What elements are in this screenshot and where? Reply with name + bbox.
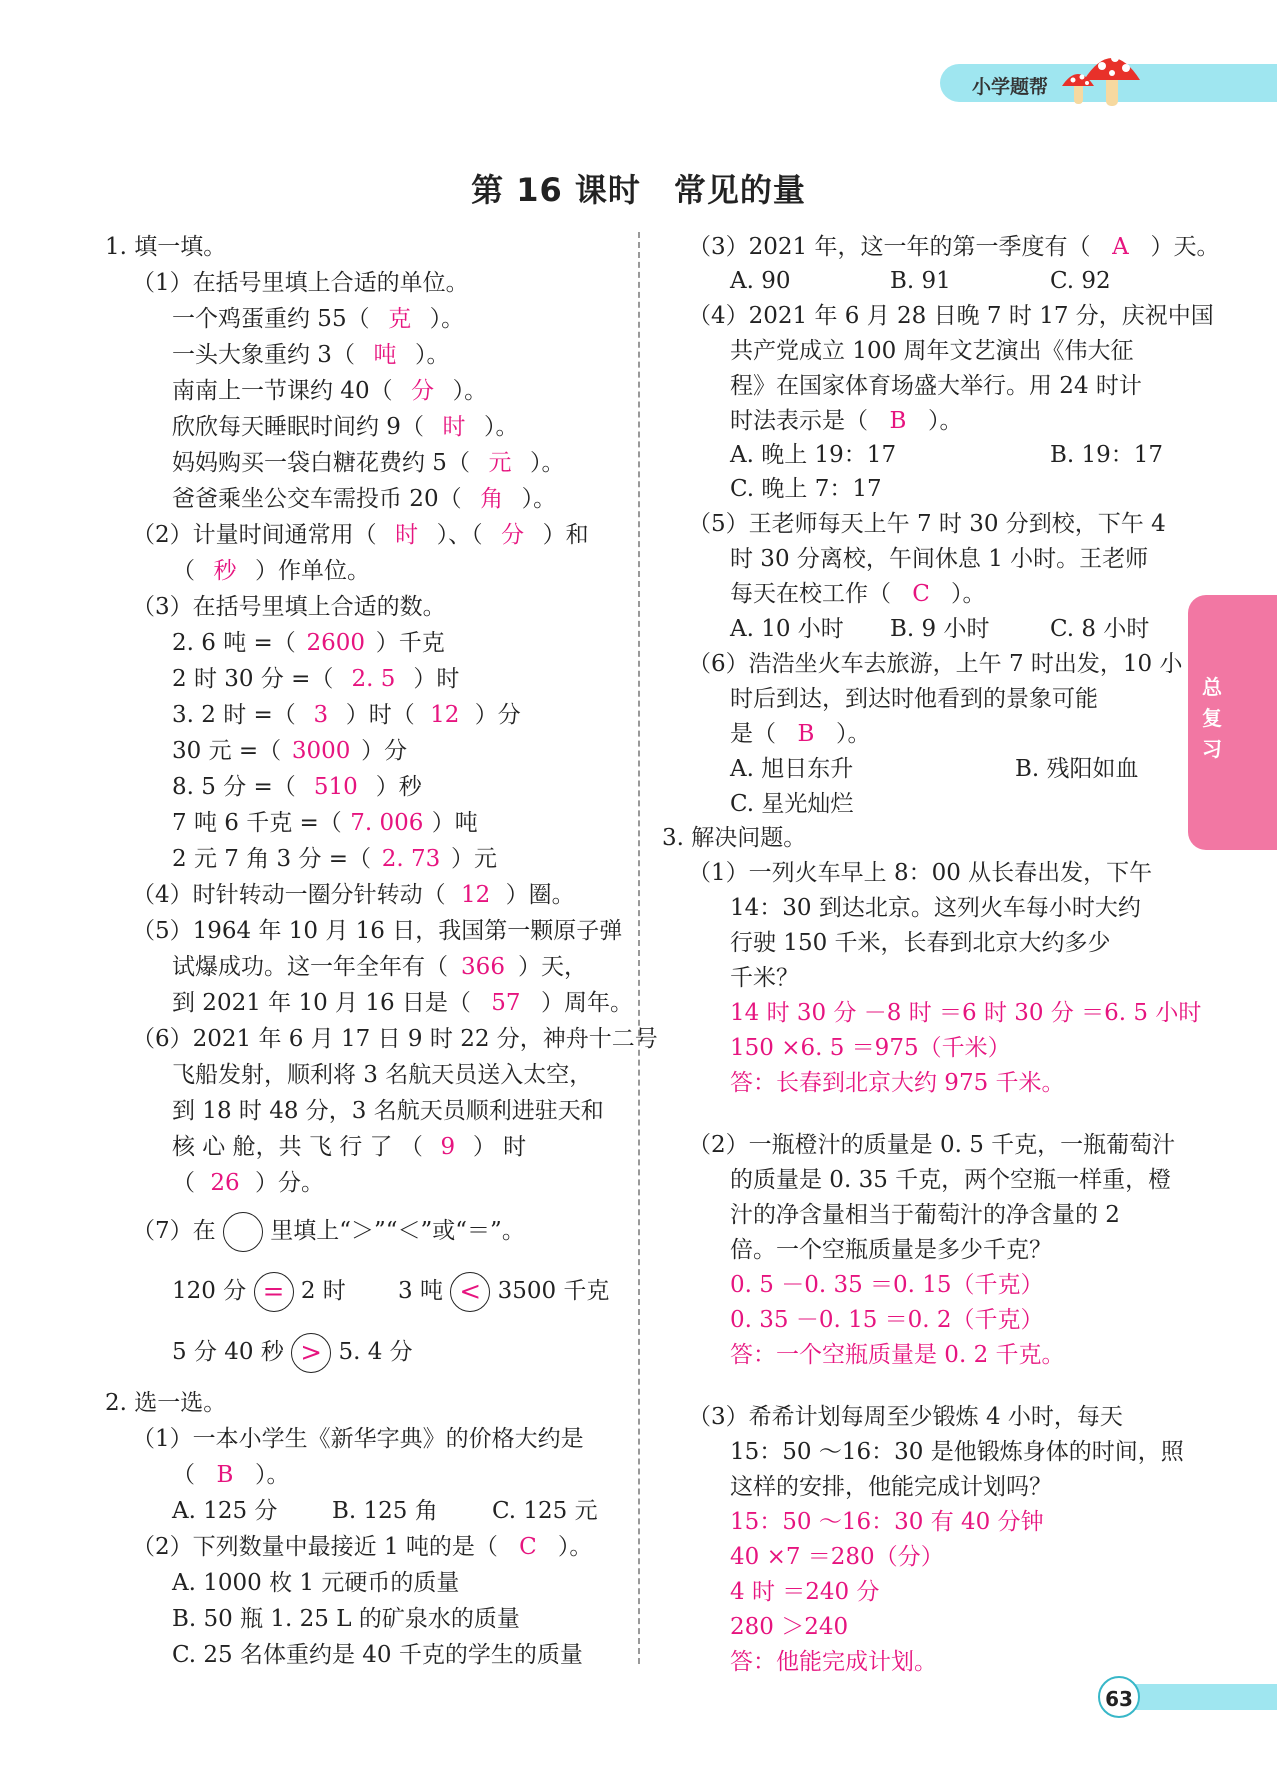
- q1-p6-line4: 核 心 舱，共 飞 行 了 （ 9 ） 时: [172, 1134, 527, 1160]
- q1-p1-intro: （1）在括号里填上合适的单位。: [132, 270, 469, 296]
- q2-p1-options: [172, 1496, 598, 1526]
- q3-p2-line3: 汁的净含量相当于葡萄汁的净含量的 2: [730, 1202, 1120, 1228]
- q3-p1-solution2: 150 ×6. 5 ＝975（千米）: [730, 1035, 1011, 1061]
- answer: 26: [210, 1170, 240, 1196]
- q1-p6-line2: 飞船发射，顺利将 3 名航天员送入太空，: [172, 1062, 593, 1088]
- q1-p5-line3: 到 2021 年 10 月 16 日是（ 57 ）周年。: [172, 990, 633, 1016]
- option-a: A. 旭日东升: [730, 756, 854, 782]
- q3-p3-solution1: 15：50 ～16：30 有 40 分钟: [730, 1509, 1044, 1535]
- q3-p2-line2: 的质量是 0. 35 千克，两个空瓶一样重，橙: [730, 1167, 1172, 1193]
- q2-p1-line2: （ B ）。: [172, 1462, 290, 1488]
- answer: 时: [395, 522, 419, 548]
- q1-p3-intro: （3）在括号里填上合适的数。: [132, 594, 446, 620]
- q1-p3-line6: 7 吨 6 千克 =（ 7. 006 ）吨: [172, 810, 478, 836]
- q1-p1-line5: 妈妈购买一袋白糖花费约 5（ 元 ）。: [172, 450, 565, 476]
- answer: A: [1112, 234, 1129, 260]
- q3-p2-line4: 倍。一个空瓶质量是多少千克？: [730, 1237, 1052, 1263]
- answer: 3: [313, 702, 329, 728]
- q3-p3-solution3: 4 时 ＝240 分: [730, 1579, 880, 1605]
- answer: 分: [501, 522, 525, 548]
- q3-p3-solution4: 280 ＞240: [730, 1614, 849, 1640]
- q2-p4-options-ab: [730, 440, 1163, 470]
- q3-p3-answer: 答：他能完成计划。: [730, 1649, 937, 1675]
- option-c: C. 125 元: [492, 1498, 598, 1524]
- q1-p6-line5: （ 26 ）分。: [172, 1170, 324, 1196]
- q3-p1-line2: 14：30 到达北京。这列火车每小时大约: [730, 895, 1141, 921]
- q3-p1-line3: 行驶 150 千米，长春到北京大约多少: [730, 930, 1111, 956]
- answer: 秒: [213, 558, 237, 584]
- answer: 2600: [306, 630, 366, 656]
- q1-p1-line3: 南南上一节课约 40（ 分 ）。: [172, 378, 488, 404]
- option-a: A. 125 分: [172, 1498, 278, 1524]
- q2-p6-option-c: C. 星光灿烂: [730, 791, 854, 817]
- q3-p3-solution2: 40 ×7 ＝280（分）: [730, 1544, 944, 1570]
- answer: 元: [488, 450, 512, 476]
- answer: 分: [411, 378, 435, 404]
- q3-p3-line1: （3）希希计划每周至少锻炼 4 小时，每天: [688, 1404, 1123, 1430]
- q2-p5-line1: （5）王老师每天上午 7 时 30 分到校，下午 4: [688, 511, 1166, 537]
- q3-p1-solution1: 14 时 30 分 －8 时 ＝6 时 30 分 ＝6. 5 小时: [730, 1000, 1202, 1026]
- option-b: B. 19：17: [1050, 442, 1164, 468]
- q2-p5-options: [730, 614, 1149, 644]
- answer: C: [912, 581, 930, 607]
- q1-p3-line3: 3. 2 时 =（ 3 ）时（ 12 ）分: [172, 702, 521, 728]
- option-c: C. 92: [1050, 268, 1111, 294]
- option-b: B. 残阳如血: [1015, 756, 1139, 782]
- answer: 2. 73: [381, 846, 441, 872]
- q1-p1-line6: 爸爸乘坐公交车需投币 20（ 角 ）。: [172, 486, 557, 512]
- q3-p3-line2: 15：50 ～16：30 是他锻炼身体的时间，照: [730, 1439, 1184, 1465]
- answer: 9: [440, 1134, 456, 1160]
- answer: 2. 5: [351, 666, 396, 692]
- q3-p1-line4: 千米？: [730, 965, 799, 991]
- answer: C: [519, 1534, 537, 1560]
- q1-p5-line2: 试爆成功。这一年全年有（ 366 ）天，: [172, 954, 587, 980]
- q2-p4-line1: （4）2021 年 6 月 28 日晚 7 时 17 分，庆祝中国: [688, 303, 1214, 329]
- header-banner-text: 小学题帮: [972, 76, 1049, 98]
- q2-p1-line1: （1）一本小学生《新华字典》的价格大约是: [132, 1426, 584, 1452]
- q1-heading: 1. 填一填。: [105, 234, 227, 260]
- q3-p2-line1: （2）一瓶橙汁的质量是 0. 5 千克，一瓶葡萄汁: [688, 1132, 1176, 1158]
- q2-p6-options-ab: [730, 754, 1139, 784]
- q1-p3-line5: 8. 5 分 =（ 510 ）秒: [172, 774, 422, 800]
- q1-p6-line3: 到 18 时 48 分，3 名航天员顺利进驻天和: [172, 1098, 604, 1124]
- answer: 吨: [373, 342, 397, 368]
- blank-circle: [223, 1212, 263, 1252]
- option-a: A. 晚上 19：17: [730, 442, 897, 468]
- q3-p2-solution1: 0. 5 －0. 35 ＝0. 15（千克）: [730, 1272, 1044, 1298]
- q2-p4-line3: 程》在国家体育场盛大举行。用 24 时计: [730, 373, 1142, 399]
- q1-p3-line1: 2. 6 吨 =（ 2600 ）千克: [172, 630, 445, 656]
- q2-p2-option-a: A. 1000 枚 1 元硬币的质量: [172, 1570, 460, 1596]
- q2-p5-line2: 时 30 分离校，午间休息 1 小时。王老师: [730, 546, 1149, 572]
- option-c: C. 8 小时: [1050, 616, 1150, 642]
- q1-p7-compare1: 120 分 = 2 时: [172, 1272, 346, 1312]
- column-divider: [638, 232, 640, 1664]
- q2-p4-line4: 时法表示是（ B ）。: [730, 408, 963, 434]
- answer: 角: [480, 486, 504, 512]
- q1-p3-line7: 2 元 7 角 3 分 =（ 2. 73 ）元: [172, 846, 498, 872]
- q1-p3-line2: 2 时 30 分 =（ 2. 5 ）时: [172, 666, 460, 692]
- q2-p6-line1: （6）浩浩坐火车去旅游，上午 7 时出发，10 小: [688, 651, 1183, 677]
- page-title: 第 16 课时 常见的量: [471, 171, 806, 209]
- q1-p6-line1: （6）2021 年 6 月 17 日 9 时 22 分，神舟十二号: [132, 1026, 658, 1052]
- q3-p3-line3: 这样的安排，他能完成计划吗？: [730, 1474, 1052, 1500]
- q2-p2-stem: （2）下列数量中最接近 1 吨的是（ C ）。: [132, 1534, 593, 1560]
- q1-p4: （4）时针转动一圈分针转动（ 12 ）圈。: [132, 882, 575, 908]
- q2-heading: 2. 选一选。: [105, 1390, 227, 1416]
- q2-p4-option-c: C. 晚上 7：17: [730, 476, 882, 502]
- q1-p2-line1: （2）计量时间通常用（ 时 ）、（ 分 ）和: [132, 522, 589, 548]
- option-b: B. 125 角: [332, 1498, 438, 1524]
- q1-p1-line4: 欣欣每天睡眠时间约 9（ 时 ）。: [172, 414, 519, 440]
- option-a: A. 90: [730, 268, 791, 294]
- q2-p3-options: [730, 266, 1111, 296]
- q1-p1-line1: 一个鸡蛋重约 55（ 克 ）。: [172, 306, 465, 332]
- q1-p2-line2: （ 秒 ）作单位。: [172, 558, 370, 584]
- option-b: B. 91: [890, 268, 951, 294]
- q1-p7-compare3: 5 分 40 秒 > 5. 4 分: [172, 1333, 413, 1373]
- q3-p1-answer: 答：长春到北京大约 975 千米。: [730, 1070, 1065, 1096]
- q2-p6-line2: 时后到达，到达时他看到的景象可能: [730, 686, 1098, 712]
- q1-p7-compare2: 3 吨 < 3500 千克: [398, 1272, 609, 1312]
- mushroom-icon: [1060, 40, 1140, 115]
- page-number: 63: [1098, 1676, 1140, 1718]
- option-a: A. 10 小时: [730, 616, 844, 642]
- q1-p5-line1: （5）1964 年 10 月 16 日，我国第一颗原子弹: [132, 918, 623, 944]
- q2-p5-line3: 每天在校工作（ C ）。: [730, 581, 986, 607]
- answer-circle: =: [254, 1272, 294, 1312]
- q1-p1-line2: 一头大象重约 3（ 吨 ）。: [172, 342, 450, 368]
- answer: 时: [442, 414, 466, 440]
- answer: 3000: [291, 738, 351, 764]
- option-b: B. 9 小时: [890, 616, 990, 642]
- q3-p1-line1: （1）一列火车早上 8：00 从长春出发，下午: [688, 860, 1153, 886]
- answer: 12: [461, 882, 491, 908]
- side-tab-label: 总复习: [1202, 675, 1222, 761]
- q3-heading: 3. 解决问题。: [662, 825, 807, 851]
- answer: 510: [313, 774, 358, 800]
- answer: 克: [388, 306, 412, 332]
- answer-circle: <: [450, 1272, 490, 1312]
- q2-p2-option-b: B. 50 瓶 1. 25 L 的矿泉水的质量: [172, 1606, 520, 1632]
- q3-p2-solution2: 0. 35 －0. 15 ＝0. 2（千克）: [730, 1307, 1044, 1333]
- q2-p3-stem: （3）2021 年，这一年的第一季度有（ A ）天。: [688, 234, 1220, 260]
- q3-p2-answer: 答：一个空瓶质量是 0. 2 千克。: [730, 1342, 1065, 1368]
- q2-p4-line2: 共产党成立 100 周年文艺演出《伟大征: [730, 338, 1134, 364]
- answer: B: [797, 721, 815, 747]
- answer: B: [889, 408, 907, 434]
- q1-p3-line4: 30 元 =（ 3000 ）分: [172, 738, 408, 764]
- answer: 366: [461, 954, 505, 980]
- answer: 12: [430, 702, 460, 728]
- answer: B: [216, 1462, 234, 1488]
- answer: 7. 006: [350, 810, 424, 836]
- answer: 57: [491, 990, 521, 1016]
- answer-circle: >: [291, 1333, 331, 1373]
- q2-p2-option-c: C. 25 名体重约是 40 千克的学生的质量: [172, 1642, 583, 1668]
- q1-p7-intro: （7）在 里填上“＞”“＜”或“＝”。: [132, 1212, 525, 1252]
- q2-p6-line3: 是（ B ）。: [730, 721, 871, 747]
